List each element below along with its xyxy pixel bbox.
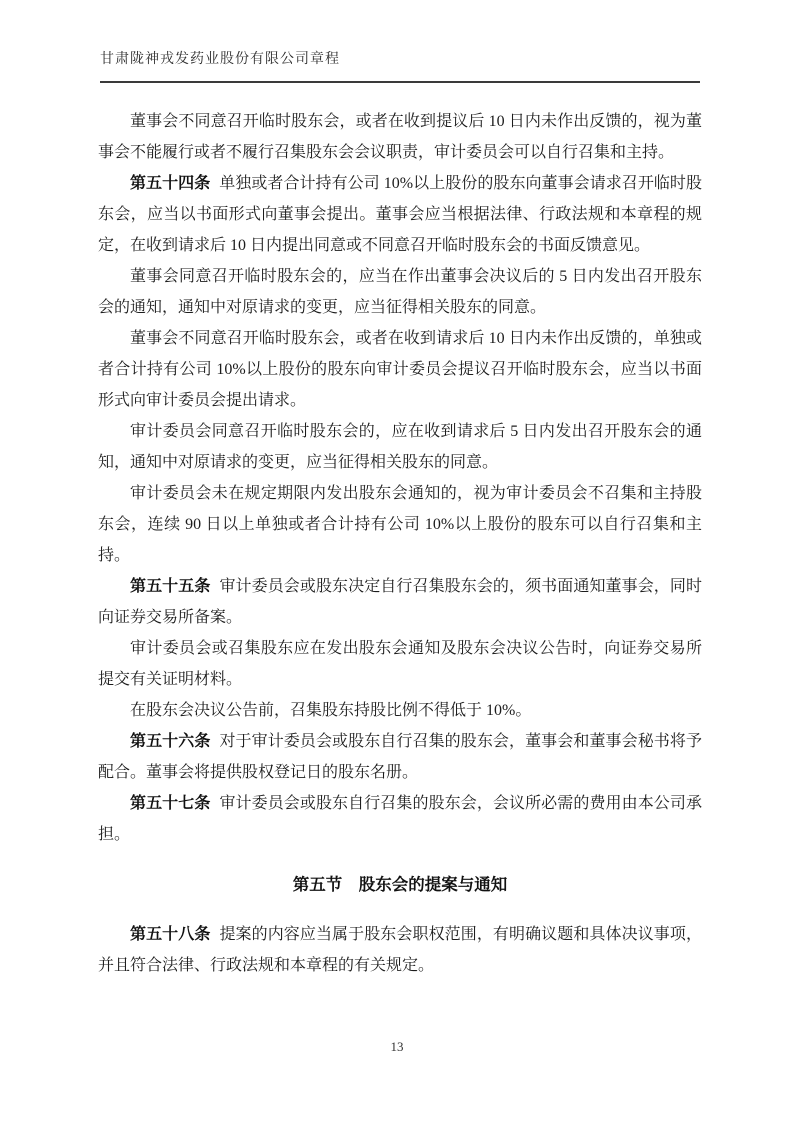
page-header bbox=[100, 48, 700, 83]
paragraph-text: 在股东会决议公告前，召集股东持股比例不得低于 10%。 bbox=[130, 702, 532, 719]
paragraph bbox=[98, 695, 702, 726]
paragraph-text: 审计委员会或召集股东应在发出股东会通知及股东会决议公告时，向证券交易所提交有关证明材料。 bbox=[98, 640, 702, 688]
paragraph-text: 提案的内容应当属于股东会职权范围，有明确议题和具体决议事项，并且符合法律、行政法规和本章程的有关规定。 bbox=[98, 926, 702, 974]
page-number: 13 bbox=[390, 1039, 404, 1054]
paragraph-text: 对于审计委员会或股东自行召集的股东会，董事会和董事会秘书将予配合。董事会将提供股权登记日的股东名册。 bbox=[98, 733, 702, 781]
header-title: 甘肃陇神戎发药业股份有限公司章程 bbox=[100, 52, 340, 67]
paragraph-text: 单独或者合计持有公司 10%以上股份的股东向董事会请求召开临时股东会，应当以书面形式向董事会提出。董事会应当根据法律、行政法规和本章程的规定，在收到请求后 10 日内提出同意或不同意召开临时股东会的书面反馈意见。 bbox=[98, 175, 702, 254]
paragraph-text: 董事会不同意召开临时股东会，或者在收到提议后 10 日内未作出反馈的，视为董事会不能履行或者不履行召集股东会会议职责，审计委员会可以自行召集和主持。 bbox=[98, 113, 702, 161]
paragraph bbox=[98, 168, 702, 261]
paragraph-text: 审计委员会或股东决定自行召集股东会的，须书面通知董事会，同时向证券交易所备案。 bbox=[98, 578, 702, 626]
paragraph bbox=[98, 416, 702, 478]
paragraph bbox=[98, 261, 702, 323]
paragraph bbox=[98, 633, 702, 695]
paragraph bbox=[98, 571, 702, 633]
paragraph-text: 董事会不同意召开临时股东会，或者在收到请求后 10 日内未作出反馈的，单独或者合计持有公司 10%以上股份的股东向审计委员会提议召开临时股东会，应当以书面形式向审计委员会提出请求。 bbox=[98, 330, 702, 409]
article-lead: 第五十四条 bbox=[130, 175, 211, 192]
article-lead: 第五十五条 bbox=[130, 578, 211, 595]
paragraph-text: 审计委员会同意召开临时股东会的，应在收到请求后 5 日内发出召开股东会的通知，通知中对原请求的变更，应当征得相关股东的同意。 bbox=[98, 423, 702, 471]
paragraph bbox=[98, 919, 702, 981]
page-footer bbox=[0, 1038, 794, 1056]
paragraph-text: 审计委员会或股东自行召集的股东会，会议所必需的费用由本公司承担。 bbox=[98, 795, 702, 843]
paragraph bbox=[98, 323, 702, 416]
paragraph bbox=[98, 788, 702, 850]
document-body bbox=[98, 106, 702, 981]
section-heading: 第五节 股东会的提案与通知 bbox=[292, 875, 508, 894]
article-lead: 第五十六条 bbox=[130, 733, 211, 750]
article-lead: 第五十八条 bbox=[130, 926, 211, 943]
paragraph bbox=[98, 478, 702, 571]
paragraph-text: 审计委员会未在规定期限内发出股东会通知的，视为审计委员会不召集和主持股东会，连续 90 日以上单独或者合计持有公司 10%以上股份的股东可以自行召集和主持。 bbox=[98, 485, 702, 564]
paragraph-text: 董事会同意召开临时股东会的，应当在作出董事会决议后的 5 日内发出召开股东会的通知，通知中对原请求的变更，应当征得相关股东的同意。 bbox=[98, 268, 702, 316]
article-lead: 第五十七条 bbox=[130, 795, 211, 812]
paragraph bbox=[98, 106, 702, 168]
paragraph bbox=[98, 726, 702, 788]
